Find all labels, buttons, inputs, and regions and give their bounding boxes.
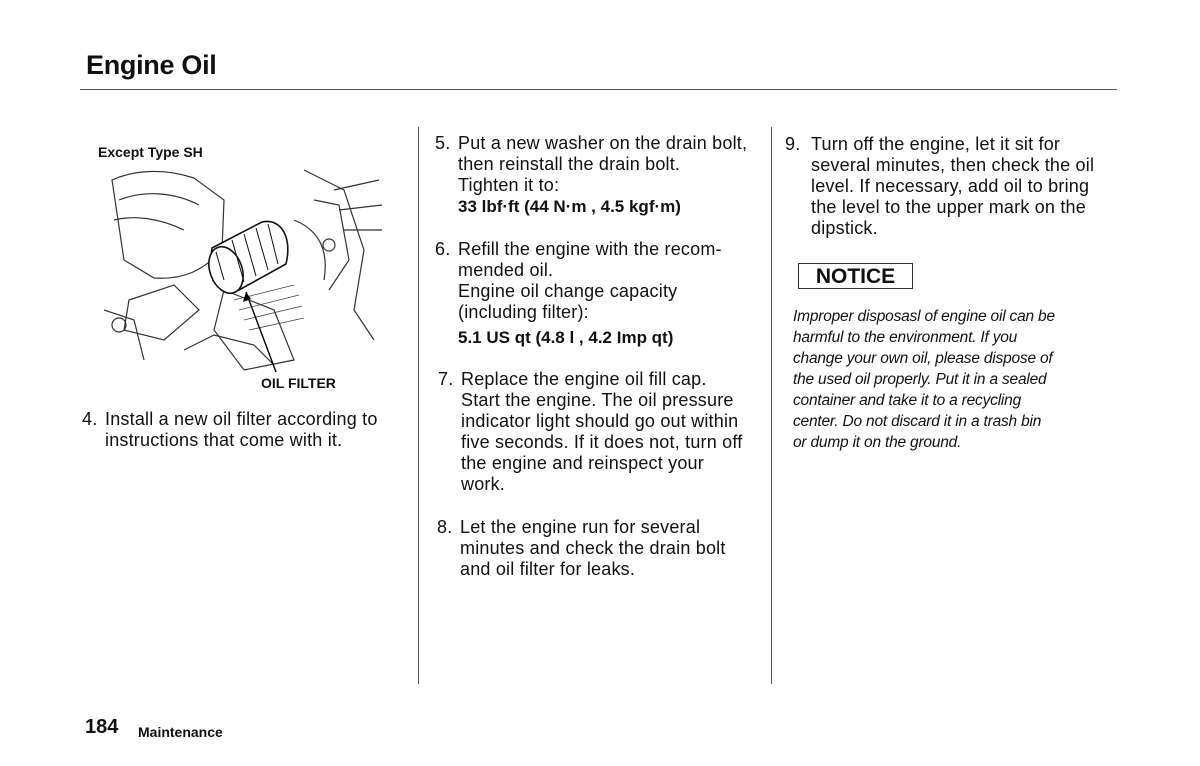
step-number: 4. xyxy=(82,409,98,429)
step-line: Let the engine run for several xyxy=(460,517,701,537)
notice-line: harmful to the environment. If you xyxy=(793,329,1018,346)
step-line: Refill the engine with the recom- xyxy=(458,239,722,259)
step-line: work. xyxy=(461,474,506,494)
step-number: 6. xyxy=(435,239,451,259)
figure-caption-top: Except Type SH xyxy=(98,144,203,160)
notice-line: center. Do not discard it in a trash bin xyxy=(793,413,1042,430)
step-line: the engine and reinspect your xyxy=(461,453,704,473)
step-line: and oil filter for leaks. xyxy=(460,559,636,579)
step-line: minutes and check the drain bolt xyxy=(460,538,726,558)
notice-line: the used oil properly. Put it in a sealed xyxy=(793,371,1047,388)
section-name: Maintenance xyxy=(138,724,223,740)
notice-line: Improper disposasl of engine oil can be xyxy=(793,308,1055,325)
step-line: Put a new washer on the drain bolt, xyxy=(458,133,748,153)
step-number: 5. xyxy=(435,133,451,153)
step-9 xyxy=(785,134,1125,239)
step-line: several minutes, then check the oil xyxy=(811,155,1095,175)
figure-caption-bottom: OIL FILTER xyxy=(261,375,336,391)
step-line: mended oil. xyxy=(458,260,554,280)
step-line: dipstick. xyxy=(811,218,878,238)
capacity-spec: 5.1 US qt (4.8 l , 4.2 Imp qt) xyxy=(458,328,674,347)
step-line: Start the engine. The oil pressure xyxy=(461,390,734,410)
step-line: Engine oil change capacity xyxy=(458,281,678,301)
step-line: Tighten it to: xyxy=(458,175,560,195)
torque-spec: 33 lbf·ft (44 N·m , 4.5 kgf·m) xyxy=(458,197,681,216)
step-7 xyxy=(438,369,768,495)
notice-label: NOTICE xyxy=(798,263,913,289)
step-4 xyxy=(82,409,412,451)
oil-filter-illustration xyxy=(104,160,384,372)
column-divider-2 xyxy=(771,127,772,684)
step-line: Install a new oil filter according to xyxy=(105,409,378,429)
page-title: Engine Oil xyxy=(86,50,217,80)
notice-line: container and take it to a recycling xyxy=(793,392,1022,409)
step-line: Replace the engine oil fill cap. xyxy=(461,369,707,389)
column-divider-1 xyxy=(418,127,419,684)
step-line: level. If necessary, add oil to bring xyxy=(811,176,1090,196)
step-number: 8. xyxy=(437,517,453,537)
page-number: 184 xyxy=(85,716,119,738)
notice-text xyxy=(793,306,1113,453)
step-line: indicator light should go out within xyxy=(461,411,739,431)
step-6 xyxy=(435,239,767,348)
notice-line: change your own oil, please dispose of xyxy=(793,350,1053,367)
step-8 xyxy=(437,517,767,580)
step-5 xyxy=(435,133,767,217)
step-line: Turn off the engine, let it sit for xyxy=(811,134,1061,154)
header-rule xyxy=(80,89,1117,90)
step-line: five seconds. If it does not, turn off xyxy=(461,432,743,452)
step-line: the level to the upper mark on the xyxy=(811,197,1086,217)
step-number: 7. xyxy=(438,369,454,389)
step-line: then reinstall the drain bolt. xyxy=(458,154,681,174)
step-line: instructions that come with it. xyxy=(105,430,343,450)
notice-line: or dump it on the ground. xyxy=(793,434,962,451)
step-number: 9. xyxy=(785,134,801,154)
step-line: (including filter): xyxy=(458,302,589,322)
